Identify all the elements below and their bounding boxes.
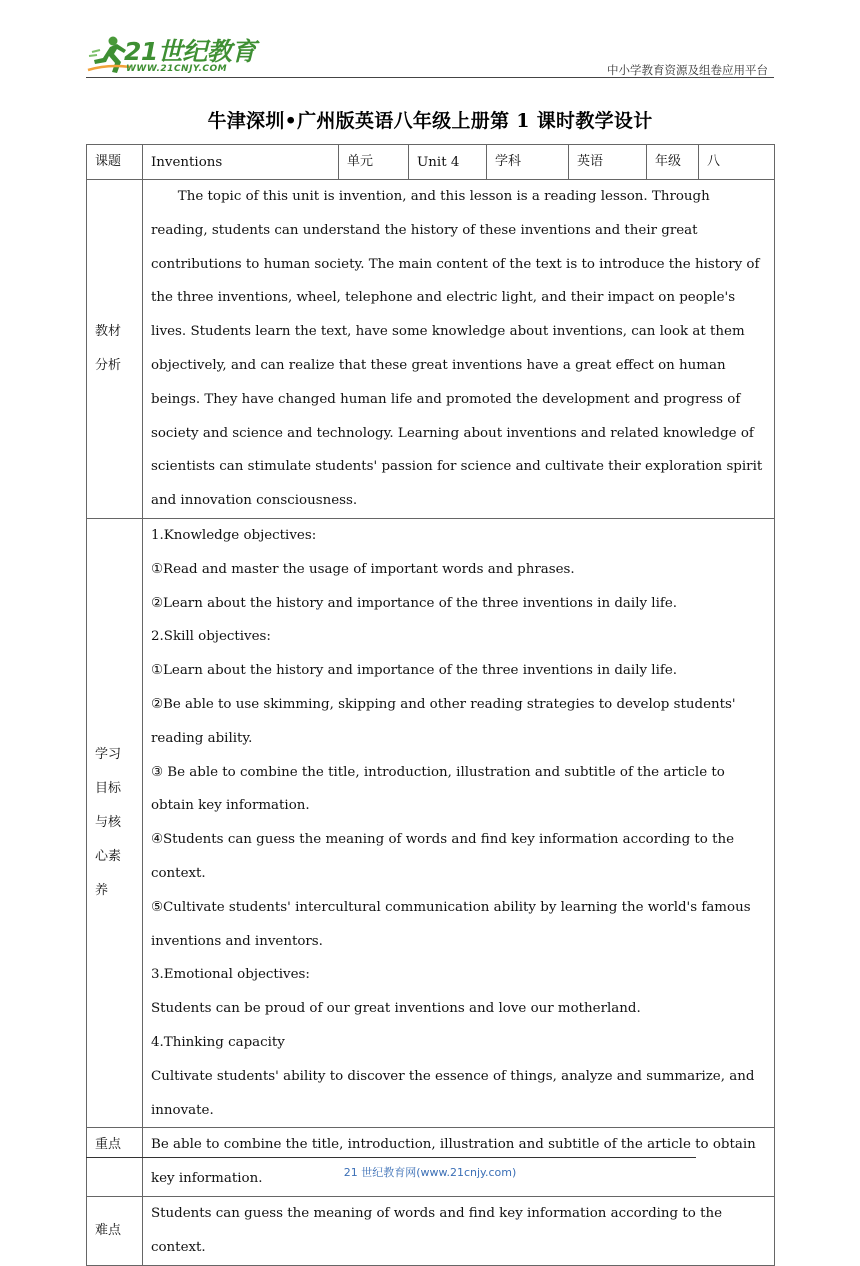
objective-line: ④Students can guess the meaning of words and find key information according to the context. [151,832,735,881]
objective-line: 3.Emotional objectives: [151,967,310,983]
objectives-list [143,518,775,1127]
key-point-row [87,1128,775,1197]
objective-line: ②Be able to use skimming, skipping and other reading strategies to develop students' reading ability. [151,696,736,746]
platform-name: 中小学教育资源及组卷应用平台 [607,63,768,77]
objectives-label-line: 目标 [95,781,122,797]
objectives-label-line: 与核 [95,815,122,831]
difficult-point-row [87,1196,775,1265]
key-point-label: 重点 [87,1128,143,1197]
unit-label: 单元 [339,145,409,180]
objectives-label-line: 学习 [95,747,122,763]
analysis-label-line: 分析 [95,357,122,373]
difficult-point-label: 难点 [87,1196,143,1265]
lesson-plan-table [86,144,775,1266]
subject-value: 英语 [569,145,647,180]
topic-label: 课题 [87,145,143,180]
objective-line: ①Read and master the usage of important words and phrases. [151,561,575,577]
objective-line: Students can be proud of our great inventions and love our motherland. [151,1001,641,1017]
footer-link[interactable]: 21 世纪教育网(www.21cnjy.com) [343,1166,517,1179]
page-title: 牛津深圳•广州版英语八年级上册第 1 课时教学设计 [207,110,653,132]
objective-line: 4.Thinking capacity [151,1034,285,1050]
objective-line: ③ Be able to combine the title, introduction, illustration and subtitle of the article to obtain key information. [151,764,725,814]
analysis-label [87,180,143,519]
objective-line: ①Learn about the history and importance of the three inventions in daily life. [151,663,677,679]
key-point-text: Be able to combine the title, introduction, illustration and subtitle of the article to obtain key information. [143,1128,775,1197]
topic-value: Inventions [143,145,339,180]
footer-divider [86,1157,696,1158]
objectives-label [87,518,143,1127]
objectives-row [87,518,775,1127]
difficult-point-text: Students can guess the meaning of words and find key information according to the context. [143,1196,775,1265]
page-header [86,30,774,78]
header-divider [86,77,774,78]
objectives-label-line: 养 [95,883,109,899]
grade-label: 年级 [647,145,699,180]
analysis-label-line: 教材 [95,323,122,339]
unit-value: Unit 4 [409,145,487,180]
objective-line: Cultivate students' ability to discover the essence of things, analyze and summarize, and innovate. [151,1068,755,1118]
grade-value: 八 [699,145,775,180]
objective-line: 2.Skill objectives: [151,629,271,645]
objective-line: ⑤Cultivate students' intercultural communication ability by learning the world's famous inventions and inventors. [151,899,751,949]
info-row [87,145,775,180]
analysis-text: The topic of this unit is invention, and this lesson is a reading lesson. Through reading, students can understand the history of these inventions and their great contributions to human society. The main content of the text is to introduce the history of the three inventions, wheel, telephone and electric light, and their impact on people's lives. Students learn the text, have some knowledge about inventions, can look at them objectively, and can realize that these great inventions have a great effect on human beings. They have changed human life and promoted the development and progress of society and science and technology. Learning about inventions and related knowledge of scientists can stimulate students' passion for science and cultivate their exploration spirit and innovation consciousness. [143,180,775,519]
logo-url: WWW.21CNJY.COM [126,64,228,74]
objective-line: ②Learn about the history and importance of the three inventions in daily life. [151,595,677,611]
objectives-label-line: 心素 [95,849,122,865]
subject-label: 学科 [487,145,569,180]
logo [86,30,256,78]
logo-text: 21世纪教育 [124,37,256,66]
objective-line: 1.Knowledge objectives: [151,527,317,543]
analysis-row [87,180,775,519]
